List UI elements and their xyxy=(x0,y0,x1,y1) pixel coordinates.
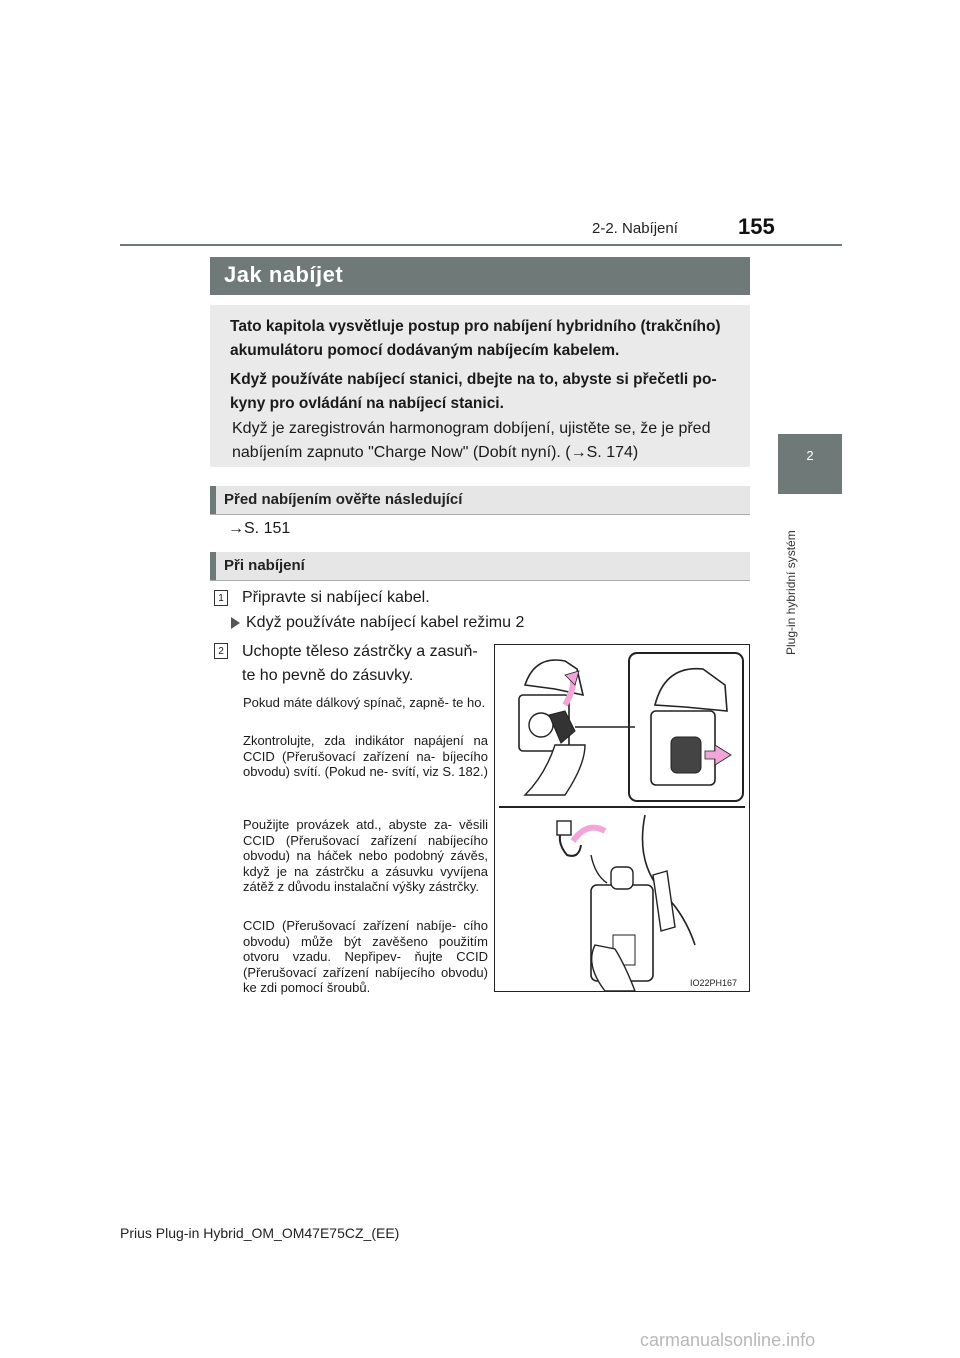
subsection-accent xyxy=(210,552,216,580)
section-label: 2-2. Nabíjení xyxy=(592,220,678,237)
step-number-2: 2 xyxy=(214,643,228,659)
page-number: 155 xyxy=(738,214,775,239)
inset-plug xyxy=(671,737,701,773)
hand xyxy=(525,745,585,795)
page-title: Jak nabíjet xyxy=(224,262,344,287)
intro-note-line: Když je zaregistrován harmonogram dobíjení, ujistěte se, že je před xyxy=(232,420,711,437)
watermark: carmanualsonline.info xyxy=(640,1330,816,1350)
note-paragraph: CCID (Přerušovací zařízení nabíje- cího obvodu) může být zavěšeno použitím otvoru vzadu. Nepřipev- ňujte CCID (Přerušovací zařízení nabíjecího obvodu) ke zdi pomocí šroubů. xyxy=(243,918,488,995)
hang-arrow-icon xyxy=(573,828,605,841)
footer-document-id: Prius Plug-in Hybrid_OM_OM47E75CZ_(EE) xyxy=(120,1225,400,1241)
step-1-text: Připravte si nabíjecí kabel. xyxy=(242,589,430,606)
subsection-accent xyxy=(210,486,216,514)
intro-bold-line: Když používáte nabíjecí stanici, dbejte na to, abyste si přečetli po- xyxy=(230,371,717,388)
chapter-tab-label-wrap xyxy=(784,505,804,655)
chapter-tab-number: 2 xyxy=(806,448,814,463)
intro-bold-line: kyny pro ovládání na nabíjecí stanici. xyxy=(230,395,504,412)
note-paragraph: Pokud máte dálkový spínač, zapně- te ho. xyxy=(243,695,486,710)
subsection-heading-check: Před nabíjením ověřte následující xyxy=(224,491,463,508)
step-number-1: 1 xyxy=(214,590,228,606)
tag xyxy=(653,871,675,931)
step-1-bullet-text: Když používáte nabíjecí kabel režimu 2 xyxy=(246,614,525,631)
subsection-heading-charging: Při nabíjení xyxy=(224,557,305,574)
chapter-tab xyxy=(778,434,842,494)
step-2-text-line: Uchopte těleso zástrčky a zasuň- xyxy=(242,643,478,660)
header-divider xyxy=(120,244,842,246)
figure-code: IO22PH167 xyxy=(690,978,738,988)
step-2-text-line: te ho pevně do zásuvky. xyxy=(242,667,414,684)
charging-illustration xyxy=(494,644,750,992)
page-reference: →S. 151 xyxy=(228,520,291,537)
note-paragraph: Použijte provázek atd., abyste za- věsili CCID (Přerušovací zařízení nabíjecího obvodu) na háček nebo podobný závěs, když je na zástrčku a zásuvku vyvíjena zátěž z důvodu instalační výšky zástrčky. xyxy=(243,817,488,894)
strap xyxy=(591,855,607,883)
note-paragraph: Zkontrolujte, zda indikátor napájení na CCID (Přerušovací zařízení na- bíjecího obvodu) svítí. (Pokud ne- svítí, viz S. 182.) xyxy=(243,733,488,779)
triangle-bullet-icon xyxy=(231,617,240,629)
intro-bold-line: akumulátoru pomocí dodávaným nabíjecím kabelem. xyxy=(230,342,620,359)
intro-bold-line: Tato kapitola vysvětluje postup pro nabíjení hybridního (trakčního) xyxy=(230,318,721,335)
chapter-tab-label: Plug-in hybridní systém xyxy=(784,530,798,655)
intro-note-line: nabíjením zapnuto "Charge Now" (Dobít nyní). (→S. 174) xyxy=(232,444,639,461)
plug-insertion-drawing xyxy=(495,645,749,991)
